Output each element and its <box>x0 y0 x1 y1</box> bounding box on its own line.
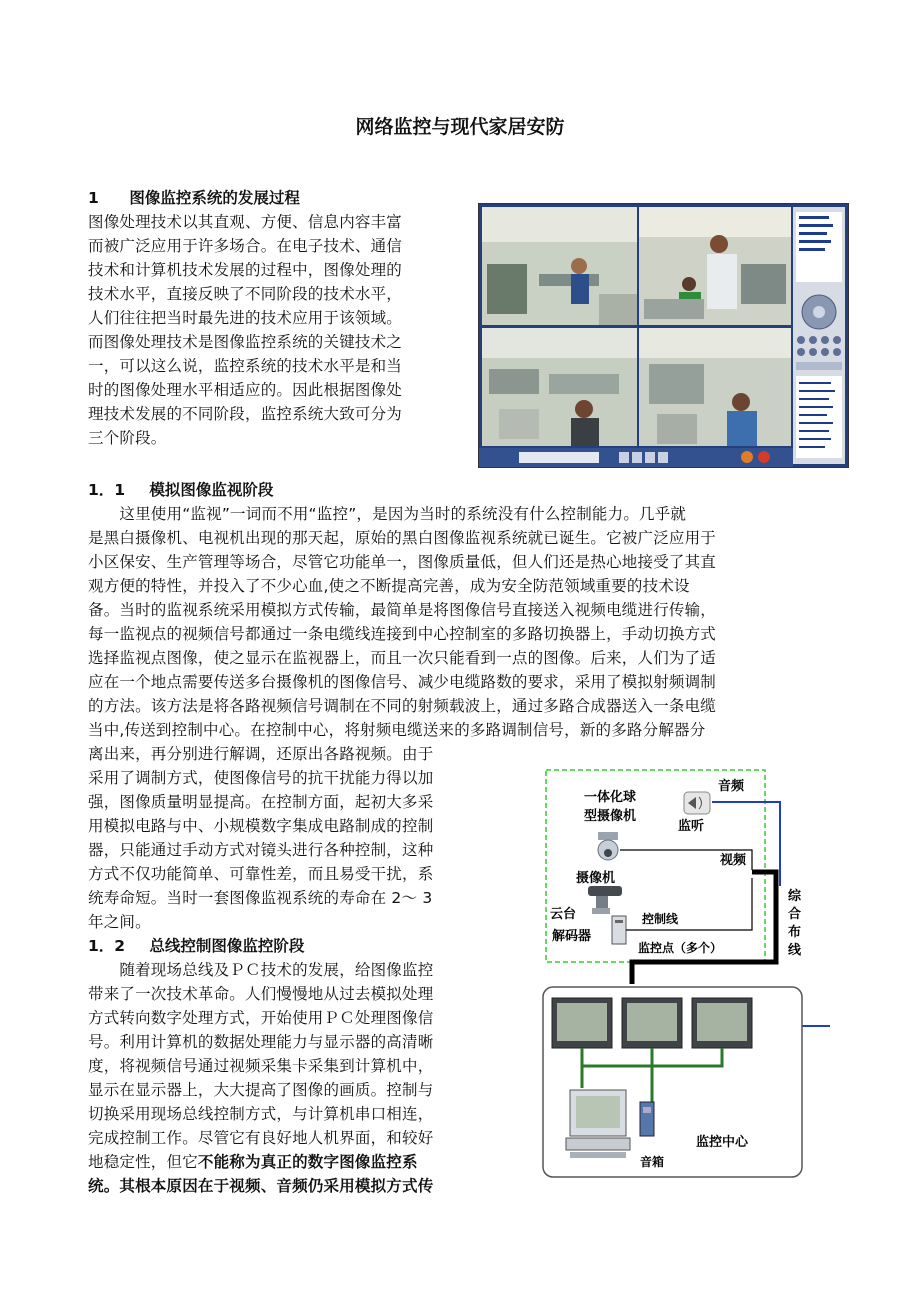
body-line: 带来了一次技术革命。人们慢慢地从过去模拟处理 <box>88 985 434 1003</box>
speaker-tower-icon <box>640 1102 654 1136</box>
body-text-normal: 地稳定性，但它 <box>88 1153 198 1171</box>
body-line: 三个阶段。 <box>88 429 167 447</box>
section-1-1-title: 模拟图像监视阶段 <box>149 481 274 499</box>
label-monitor-point: 监控点（多个） <box>638 941 723 955</box>
body-line: 统寿命短。当时一套图像监视系统的寿命在 2～ 3 <box>88 889 433 907</box>
body-line: 图像处理技术以其直观、方便、信息内容丰富 <box>88 213 403 231</box>
body-line: 选择监视点图像，使之显示在监视器上，而且一次只能看到一点的图像。后来，人们为了适 <box>88 649 717 667</box>
body-line: 用模拟电路与中、小规模数字集成电路制成的控制 <box>88 817 434 835</box>
label-ball-camera-2: 型摄像机 <box>584 809 637 824</box>
section-1-2-title: 总线控制图像监控阶段 <box>149 937 305 955</box>
label-cabling-1: 综 <box>788 889 802 904</box>
body-line: 小区保安、生产管理等场合，尽管它功能单一，图像质量低，但人们还是热心地接受了其直 <box>88 553 717 571</box>
body-line: 离出来，再分别进行解调，还原出各路视频。由于 <box>88 745 434 763</box>
body-line: 技术水平，直接反映了不同阶段的技术水平， <box>88 285 403 303</box>
body-line: 备。当时的监视系统采用模拟方式传输，最简单是将图像信号直接送入视频电缆进行传输， <box>88 601 717 619</box>
body-line: 时的图像处理水平相适应的。因此根据图像处 <box>88 381 403 399</box>
label-cabling-4: 线 <box>788 943 802 958</box>
label-camera: 摄像机 <box>576 871 616 886</box>
label-audio: 音频 <box>718 779 745 794</box>
label-ball-camera-1: 一体化球 <box>584 790 637 805</box>
label-center: 监控中心 <box>696 1135 749 1150</box>
body-line: 器，只能通过手动方式对镜头进行各种控制，这种 <box>88 841 434 859</box>
body-line: 当中,传送到控制中心。在控制中心，将射频电缆送来的多路调制信号，新的多路分解器分 <box>88 721 706 739</box>
label-speaker: 音箱 <box>640 1155 665 1169</box>
document-title: 网络监控与现代家居安防 <box>355 116 565 138</box>
body-line: 技术和计算机技术发展的过程中，图像处理的 <box>88 261 403 279</box>
monitoring-screenshot-graphic <box>479 204 848 467</box>
label-cabling-2: 合 <box>788 907 802 922</box>
monitor-screens <box>552 998 752 1048</box>
ball-camera-icon <box>598 832 618 860</box>
body-line: 随着现场总线及ＰＣ技术的发展，给图像监控 <box>88 961 434 979</box>
label-control-line: 控制线 <box>642 912 679 926</box>
body-text-bold: 不能称为真正的数字图像监控系 <box>197 1153 418 1171</box>
body-line: 这里使用“监视”一词而不用“监控”，是因为当时的系统没有什么控制能力。几乎就 <box>88 505 687 523</box>
body-line: 应在一个地点需要传送多台摄像机的图像信号、减少电缆路数的要求，采用了模拟射频调制 <box>88 673 717 691</box>
body-line: 采用了调制方式，使图像信号的抗干扰能力得以加 <box>88 769 434 787</box>
computer-icon <box>566 1090 630 1158</box>
body-line: 而图像处理技术是图像监控系统的关键技术之 <box>88 333 403 351</box>
body-line: 每一监视点的视频信号都通过一条电缆线连接到中心控制室的多路切换器上，手动切换方式 <box>88 625 717 643</box>
section-1-2-number: 1．2 <box>88 937 126 955</box>
speaker-icon <box>684 792 710 814</box>
decoder-icon <box>612 916 626 944</box>
body-line: 号。利用计算机的数据处理能力与显示器的高清晰 <box>88 1033 434 1051</box>
label-video: 视频 <box>720 853 747 868</box>
body-line: 人们往往把当时最先进的技术应用于该领域。 <box>88 309 403 327</box>
body-line: 年之间。 <box>88 913 151 931</box>
section-1-1-number: 1．1 <box>88 481 126 499</box>
section-1-2-heading <box>88 934 304 956</box>
body-line: 理技术发展的不同阶段，监控系统大致可分为 <box>88 405 403 423</box>
body-line: 而被广泛应用于许多场合。在电子技术、通信 <box>88 237 403 255</box>
body-line: 是黑白摄像机、电视机出现的那天起，原始的黑白图像监视系统就已诞生。它被广泛应用于 <box>88 529 717 547</box>
diagram-graphic <box>540 766 830 1184</box>
body-line: 的方法。该方法是将各路视频信号调制在不同的射频载波上，通过多路合成器送入一条电缆 <box>88 697 717 715</box>
label-ptz: 云台 <box>550 907 577 922</box>
body-line: 观方便的特性，并投入了不少心血,使之不断提高完善，成为安全防范领域重要的技术设 <box>88 577 690 595</box>
label-decoder: 解码器 <box>552 929 592 944</box>
label-cabling-3: 布 <box>788 925 802 940</box>
body-line: 显示在显示器上，大大提高了图像的画质。控制与 <box>88 1081 434 1099</box>
section-1-title: 图像监控系统的发展过程 <box>129 189 300 207</box>
section-1-1-heading <box>88 478 273 500</box>
body-line: 一，可以这么说，监控系统的技术水平是和当 <box>88 357 403 375</box>
cabling-line <box>632 872 776 984</box>
monitoring-software-photo <box>478 203 849 468</box>
body-line: 完成控制工作。尽管它有良好地人机界面，和较好 <box>88 1129 434 1147</box>
section-1-number: 1 <box>88 189 99 207</box>
body-line: 强，图像质量明显提高。在控制方面，起初大多采 <box>88 793 434 811</box>
label-listen: 监听 <box>678 819 705 834</box>
body-line: 切换采用现场总线控制方式，与计算机串口相连， <box>88 1105 434 1123</box>
body-line-bold: 统。其根本原因在于视频、音频仍采用模拟方式传 <box>88 1177 434 1195</box>
body-line: 方式不仅功能简单、可靠性差，而且易受干扰，系 <box>88 865 434 883</box>
body-line-mixed <box>88 1150 418 1172</box>
section-1-heading <box>88 186 300 208</box>
body-line: 度，将视频信号通过视频采集卡采集到计算机中， <box>88 1057 434 1075</box>
body-line: 方式转向数字处理方式，开始使用ＰＣ处理图像信 <box>88 1009 434 1027</box>
monitoring-network-diagram <box>540 766 830 1184</box>
ptz-camera-icon <box>588 886 622 914</box>
